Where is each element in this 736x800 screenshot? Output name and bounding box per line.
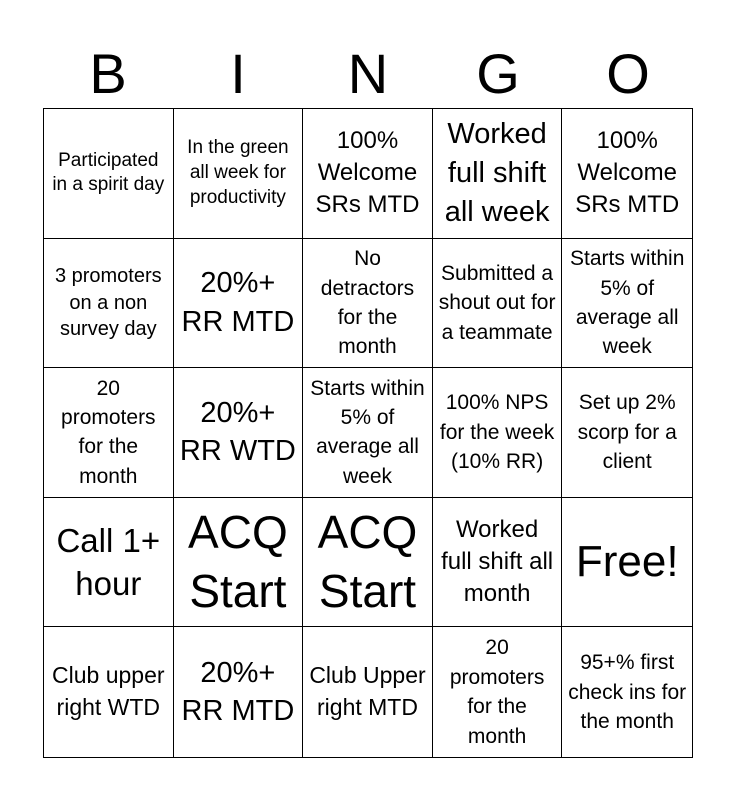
cell-text: Set up 2% scorp for a client <box>577 391 677 474</box>
free-space-cell[interactable] <box>562 498 692 628</box>
bingo-cell[interactable] <box>174 239 304 369</box>
bingo-cell[interactable] <box>433 498 563 628</box>
bingo-cell[interactable] <box>174 109 304 239</box>
cell-text: 100% Welcome SRs MTD <box>315 126 420 219</box>
bingo-cell[interactable] <box>303 109 433 239</box>
cell-text: 100% NPS for the week (10% RR) <box>439 391 555 474</box>
cell-text: Starts within 5% of average all week <box>310 376 425 488</box>
bingo-cell[interactable] <box>433 368 563 498</box>
cell-text: Worked full shift all month <box>441 515 554 608</box>
cell-text: 100% Welcome SRs MTD <box>575 126 680 219</box>
header-letter-o: O <box>606 42 650 105</box>
cell-text: Worked full shift all week <box>444 118 550 228</box>
cell-text: Club upper right WTD <box>52 662 165 721</box>
cell-text: Submitted a shout out for a teammate <box>438 261 556 344</box>
cell-text: 20%+ RR MTD <box>181 267 295 338</box>
cell-text: Call 1+ hour <box>56 521 161 603</box>
bingo-cell[interactable] <box>303 368 433 498</box>
header-letter-n: N <box>347 42 389 105</box>
cell-text: ACQ Start <box>188 506 288 618</box>
cell-text: ACQ Start <box>317 506 418 618</box>
cell-text: In the green all week for productivity <box>187 137 289 208</box>
bingo-cell[interactable] <box>44 498 174 628</box>
bingo-header <box>43 40 693 108</box>
bingo-cell[interactable] <box>562 368 692 498</box>
header-letter-i: I <box>230 42 246 105</box>
bingo-cell[interactable] <box>562 109 692 239</box>
cell-text: No detractors for the month <box>320 247 415 359</box>
bingo-cell[interactable] <box>303 627 433 757</box>
bingo-cell[interactable] <box>562 239 692 369</box>
bingo-cell[interactable] <box>44 368 174 498</box>
cell-text: Free! <box>575 536 679 586</box>
cell-text: 20%+ RR WTD <box>179 396 296 468</box>
cell-text: Participated in a spirit day <box>52 149 165 196</box>
bingo-board <box>43 108 693 758</box>
cell-text: 20 promoters for the month <box>61 376 156 488</box>
bingo-cell[interactable] <box>174 498 304 628</box>
bingo-cell[interactable] <box>303 239 433 369</box>
cell-text: Starts within 5% of average all week <box>570 247 685 359</box>
cell-text: 95+% first check ins for the month <box>568 651 687 733</box>
cell-text: 20 promoters for the month <box>449 636 545 748</box>
bingo-cell[interactable] <box>174 368 304 498</box>
header-letter-g: G <box>476 42 520 105</box>
bingo-cell[interactable] <box>174 627 304 757</box>
cell-text: 20%+ RR MTD <box>181 656 295 728</box>
bingo-cell[interactable] <box>44 627 174 757</box>
bingo-cell[interactable] <box>433 239 563 369</box>
bingo-cell[interactable] <box>562 627 692 757</box>
bingo-cell[interactable] <box>433 109 563 239</box>
bingo-cell[interactable] <box>303 498 433 628</box>
bingo-cell[interactable] <box>44 109 174 239</box>
bingo-cell[interactable] <box>433 627 563 757</box>
bingo-cell[interactable] <box>44 239 174 369</box>
cell-text: 3 promoters on a non survey day <box>54 265 162 341</box>
cell-text: Club Upper right MTD <box>309 662 426 721</box>
header-letter-b: B <box>89 42 127 105</box>
